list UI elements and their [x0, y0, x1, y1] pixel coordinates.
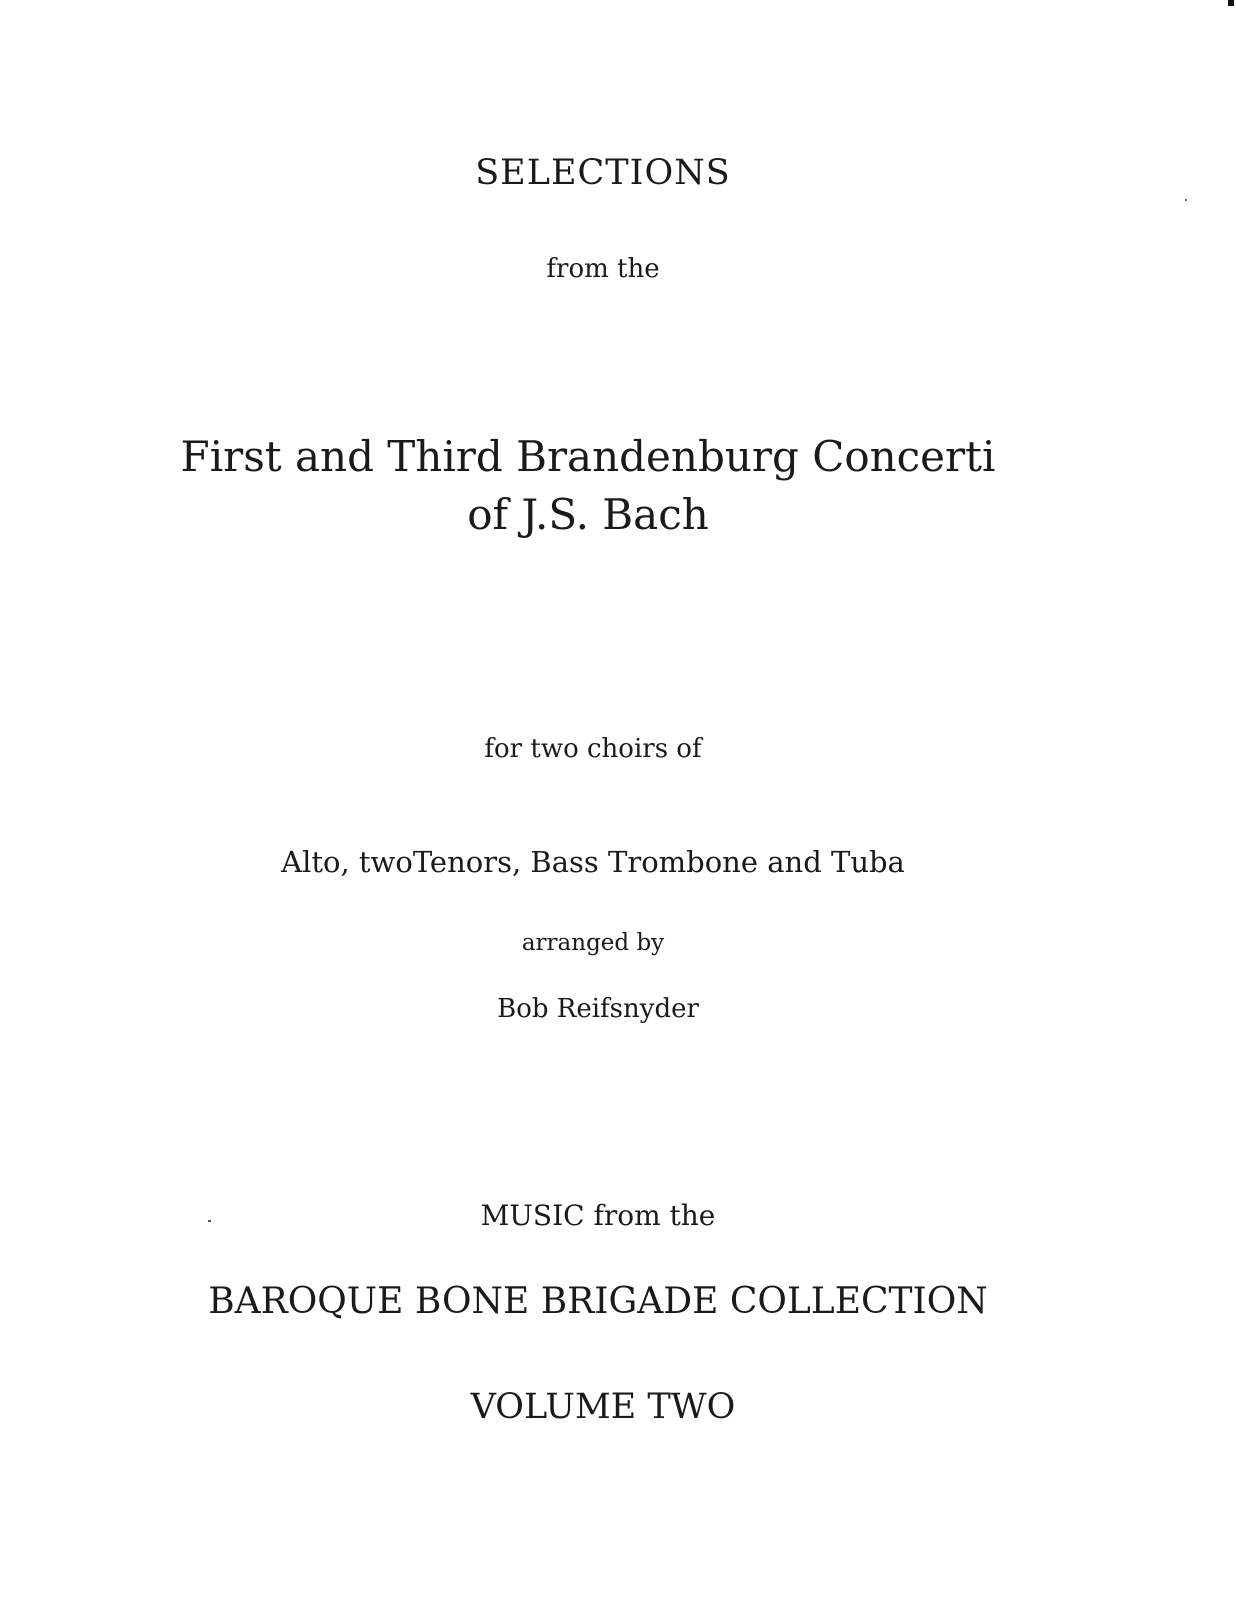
scan-speck: [1185, 199, 1187, 201]
selections-heading: SELECTIONS: [475, 153, 731, 193]
arranger-name: Bob Reifsnyder: [497, 994, 699, 1024]
arranged-by-text: arranged by: [521, 930, 665, 956]
scan-edge-mark: [1228, 0, 1234, 6]
volume-label: VOLUME TWO: [470, 1387, 736, 1427]
scan-speck: [208, 1220, 211, 1222]
work-title-line1: First and Third Brandenburg Concerti: [180, 432, 996, 481]
for-two-choirs-text: for two choirs of: [484, 734, 702, 764]
collection-title: BAROQUE BONE BRIGADE COLLECTION: [208, 1281, 988, 1322]
instrumentation-text: Alto, twoTenors, Bass Trombone and Tuba: [281, 845, 905, 879]
work-title-line2: of J.S. Bach: [467, 490, 709, 539]
from-the-text: from the: [546, 254, 660, 284]
music-from-the-text: MUSIC from the: [480, 1199, 716, 1232]
